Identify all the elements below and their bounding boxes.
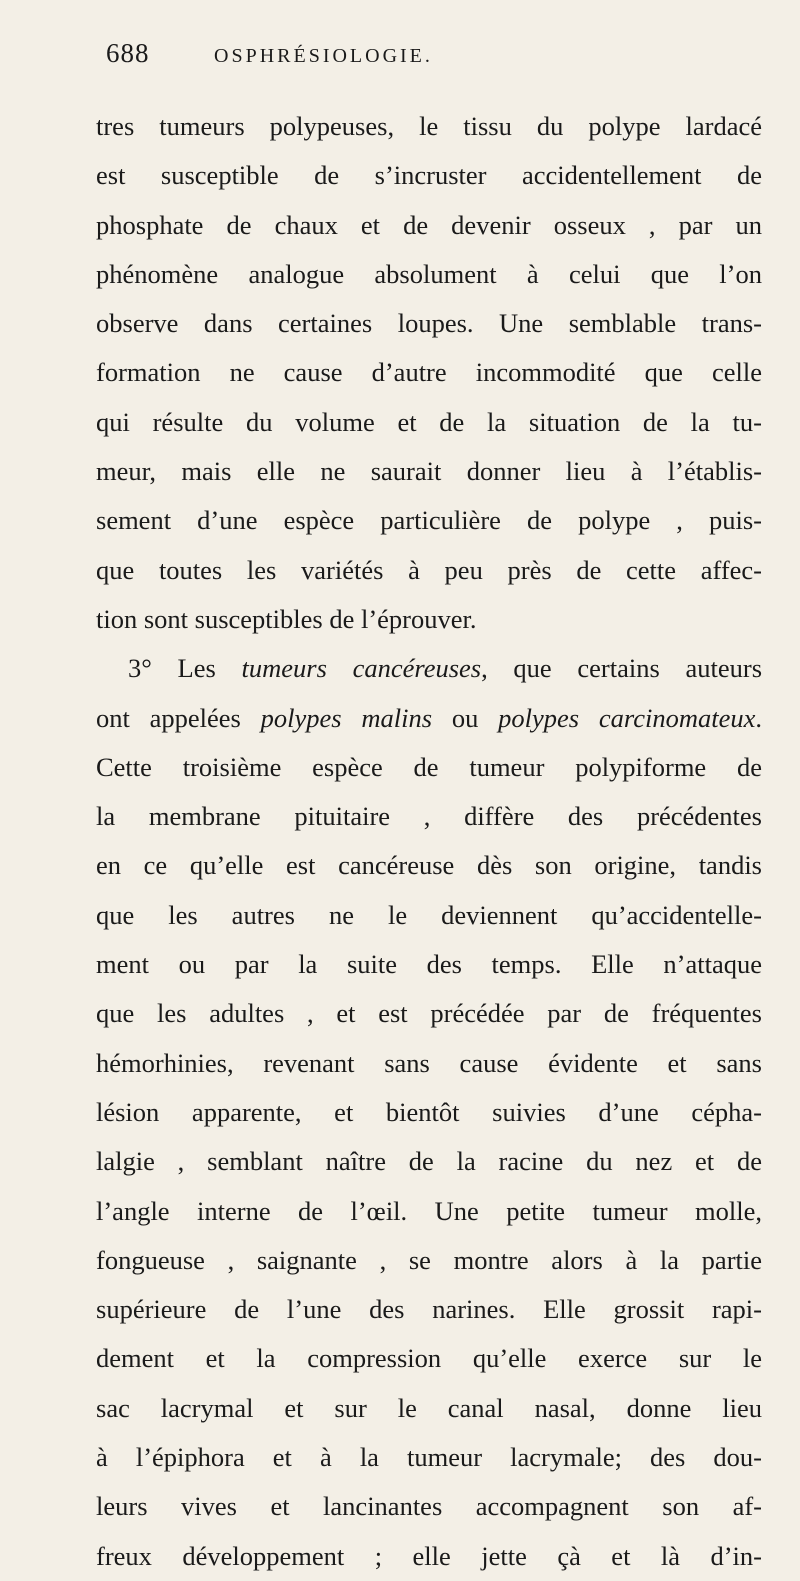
text-line: à l’épiphora et à la tumeur lacrymale; des dou- [96, 1442, 762, 1473]
text-line: meur, mais elle ne saurait donner lieu à l’établis- [96, 456, 762, 487]
text-line: formation ne cause d’autre incommodité que celle [96, 357, 762, 388]
italic-term: polypes carcinomateux [498, 702, 756, 733]
text-line: sac lacrymal et sur le canal nasal, donne lieu [96, 1392, 762, 1423]
running-head [106, 38, 762, 88]
text-line: tion sont susceptibles de l’éprouver. [96, 603, 477, 634]
text-fragment: , que certains auteurs [481, 653, 763, 684]
text-line: que toutes les variétés à peu près de cette affec- [96, 554, 762, 585]
text-line: en ce qu’elle est cancéreuse dès son origine, tandis [96, 850, 762, 881]
text-line: l’angle interne de l’œil. Une petite tumeur molle, [96, 1195, 762, 1226]
text-line: lalgie , semblant naître de la racine du nez et de [96, 1146, 762, 1177]
text-line: tres tumeurs polypeuses, le tissu du polype lardacé [96, 111, 762, 141]
text-line: qui résulte du volume et de la situation de la tu- [96, 406, 762, 437]
italic-term: tumeurs cancéreuses [241, 653, 482, 684]
text-line: sement d’une espèce particulière de polype , puis- [96, 505, 762, 536]
text-line: ment ou par la suite des temps. Elle n’attaque [96, 949, 762, 980]
text-line: la membrane pituitaire , diffère des précédentes [96, 801, 762, 832]
text-line: phénomène analogue absolument à celui que l’on [96, 258, 762, 289]
text-line: phosphate de chaux et de devenir osseux , par un [96, 209, 762, 240]
text-line: fongueuse , saignante , se montre alors à la partie [96, 1244, 762, 1275]
paragraph-start-line [96, 644, 762, 693]
text-line [96, 694, 762, 743]
text-line: que les adultes , et est précédée par de fréquentes [96, 998, 762, 1029]
text-line: dement et la compression qu’elle exerce sur le [96, 1343, 762, 1374]
text-line: hémorhinies, revenant sans cause évidente et sans [96, 1047, 762, 1078]
text-line: observe dans certaines loupes. Une semblable trans- [96, 308, 762, 339]
section-number: 3° Les [128, 653, 242, 684]
text-line: Cette troisième espèce de tumeur polypiforme de [96, 751, 762, 782]
italic-term: polypes malins [260, 702, 433, 733]
text-line: freux développement ; elle jette çà et là d’in- [96, 1540, 762, 1571]
body-text [96, 102, 762, 1581]
text-line: que les autres ne le deviennent qu’accidentelle- [96, 899, 762, 930]
text-fragment: . [755, 702, 763, 733]
text-line: est susceptible de s’incruster accidentellement de [96, 160, 762, 191]
text-line: lésion apparente, et bientôt suivies d’une cépha- [96, 1096, 762, 1127]
running-title: OSPHRÉSIOLOGIE. [214, 45, 433, 67]
text-fragment: ou [432, 702, 499, 733]
text-line: supérieure de l’une des narines. Elle grossit rapi- [96, 1294, 762, 1325]
text-fragment: ont appelées [96, 702, 261, 733]
text-line: leurs vives et lancinantes accompagnent son af- [96, 1491, 762, 1522]
page-number: 688 [106, 38, 150, 68]
